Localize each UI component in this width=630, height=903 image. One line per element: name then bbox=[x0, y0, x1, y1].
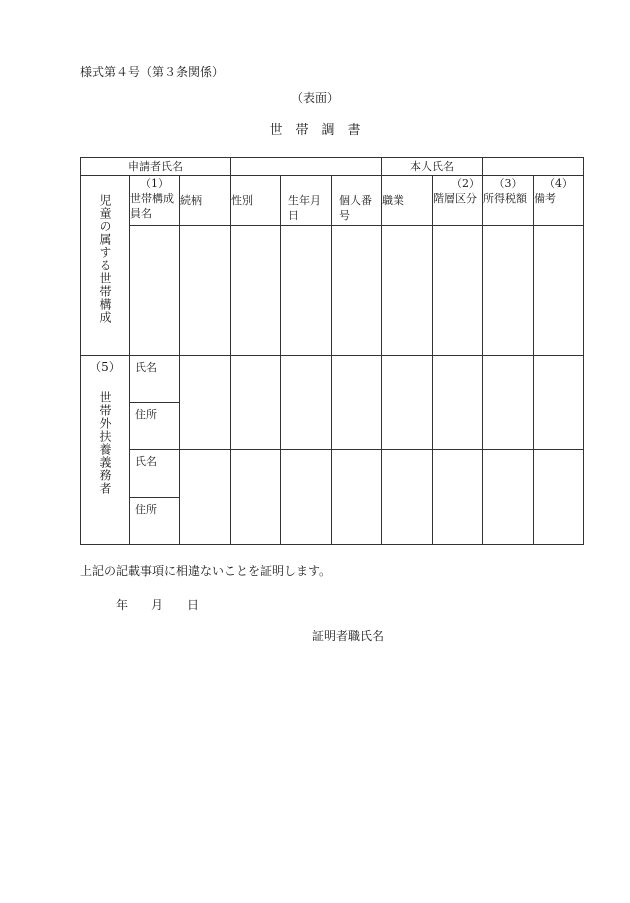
cell-job[interactable] bbox=[382, 225, 433, 355]
external-row-1-name bbox=[81, 355, 584, 402]
cell-dob[interactable] bbox=[281, 225, 332, 355]
ext-1-job[interactable] bbox=[382, 355, 433, 450]
applicant-name-field[interactable] bbox=[231, 158, 382, 176]
cell-income-tax[interactable] bbox=[483, 225, 534, 355]
external-1-address-label: 住所 bbox=[130, 402, 180, 449]
col-3-label: 所得税額 bbox=[483, 192, 528, 206]
section-external bbox=[81, 355, 130, 544]
col-1-label: 世帯構成員名 bbox=[130, 192, 174, 221]
col-member-name bbox=[130, 176, 180, 225]
section-external-number: （5） bbox=[89, 359, 121, 374]
col-id-label: 個人番号 bbox=[339, 194, 373, 223]
external-row-2-name bbox=[81, 450, 584, 497]
cell-class[interactable] bbox=[433, 225, 483, 355]
col-remarks bbox=[534, 176, 584, 225]
cell-remarks[interactable] bbox=[534, 225, 584, 355]
col-class bbox=[433, 176, 483, 225]
col-4-label: 備考 bbox=[534, 192, 557, 206]
col-id-number bbox=[332, 176, 382, 225]
form-number: 様式第４号（第３条関係） bbox=[80, 65, 225, 79]
side-label: （表面） bbox=[290, 91, 339, 105]
household-entry-row bbox=[81, 225, 584, 355]
col-relation bbox=[180, 176, 231, 225]
col-gender-label: 性別 bbox=[231, 194, 254, 208]
col-job bbox=[382, 176, 433, 225]
date-day-label: 日 bbox=[187, 598, 200, 612]
self-name-field[interactable] bbox=[483, 158, 584, 176]
col-2-label: 階層区分 bbox=[433, 192, 478, 206]
external-2-address-label: 住所 bbox=[130, 497, 180, 544]
col-dob bbox=[281, 176, 332, 225]
date-year-label: 年 bbox=[116, 598, 129, 612]
cell-gender[interactable] bbox=[231, 225, 281, 355]
ext-1-id-number[interactable] bbox=[332, 355, 382, 450]
col-job-label: 職業 bbox=[382, 194, 405, 208]
applicant-label: 申請者氏名 bbox=[81, 158, 231, 176]
section-external-label: 世帯外扶養義務者 bbox=[98, 390, 112, 495]
ext-1-income-tax[interactable] bbox=[483, 355, 534, 450]
external-1-name-label: 氏名 bbox=[130, 355, 180, 402]
ext-1-gender[interactable] bbox=[231, 355, 281, 450]
ext-1-relation[interactable] bbox=[180, 355, 231, 450]
self-label: 本人氏名 bbox=[382, 158, 483, 176]
col-dob-label: 生年月日 bbox=[288, 194, 322, 223]
external-2-name-label: 氏名 bbox=[130, 450, 180, 497]
ext-1-class[interactable] bbox=[433, 355, 483, 450]
col-2-number: （2） bbox=[451, 177, 481, 191]
ext-1-dob[interactable] bbox=[281, 355, 332, 450]
household-table bbox=[80, 157, 584, 545]
section-household-label: 児童の属する世帯構成 bbox=[98, 194, 112, 325]
ext-2-remarks[interactable] bbox=[534, 450, 584, 545]
col-relation-label: 続柄 bbox=[180, 194, 202, 208]
col-1-number: （1） bbox=[140, 177, 169, 191]
certification-text: 上記の記載事項に相違ないことを証明します。 bbox=[80, 564, 332, 578]
signer-label: 証明者職氏名 bbox=[312, 629, 385, 643]
col-gender bbox=[231, 176, 281, 225]
col-4-number: （4） bbox=[544, 177, 574, 191]
ext-2-dob[interactable] bbox=[281, 450, 332, 545]
ext-1-remarks[interactable] bbox=[534, 355, 584, 450]
ext-2-income-tax[interactable] bbox=[483, 450, 534, 545]
ext-2-job[interactable] bbox=[382, 450, 433, 545]
column-header-row bbox=[81, 176, 584, 225]
ext-2-gender[interactable] bbox=[231, 450, 281, 545]
col-income-tax bbox=[483, 176, 534, 225]
ext-2-relation[interactable] bbox=[180, 450, 231, 545]
section-household bbox=[81, 176, 130, 355]
page-title: 世帯調書 bbox=[269, 123, 374, 138]
cell-member-name[interactable] bbox=[130, 225, 180, 355]
col-3-number: （3） bbox=[493, 177, 523, 191]
ext-2-class[interactable] bbox=[433, 450, 483, 545]
ext-2-id-number[interactable] bbox=[332, 450, 382, 545]
date-month-label: 月 bbox=[151, 598, 164, 612]
applicant-row bbox=[81, 158, 584, 176]
cell-id-number[interactable] bbox=[332, 225, 382, 355]
cell-relation[interactable] bbox=[180, 225, 231, 355]
